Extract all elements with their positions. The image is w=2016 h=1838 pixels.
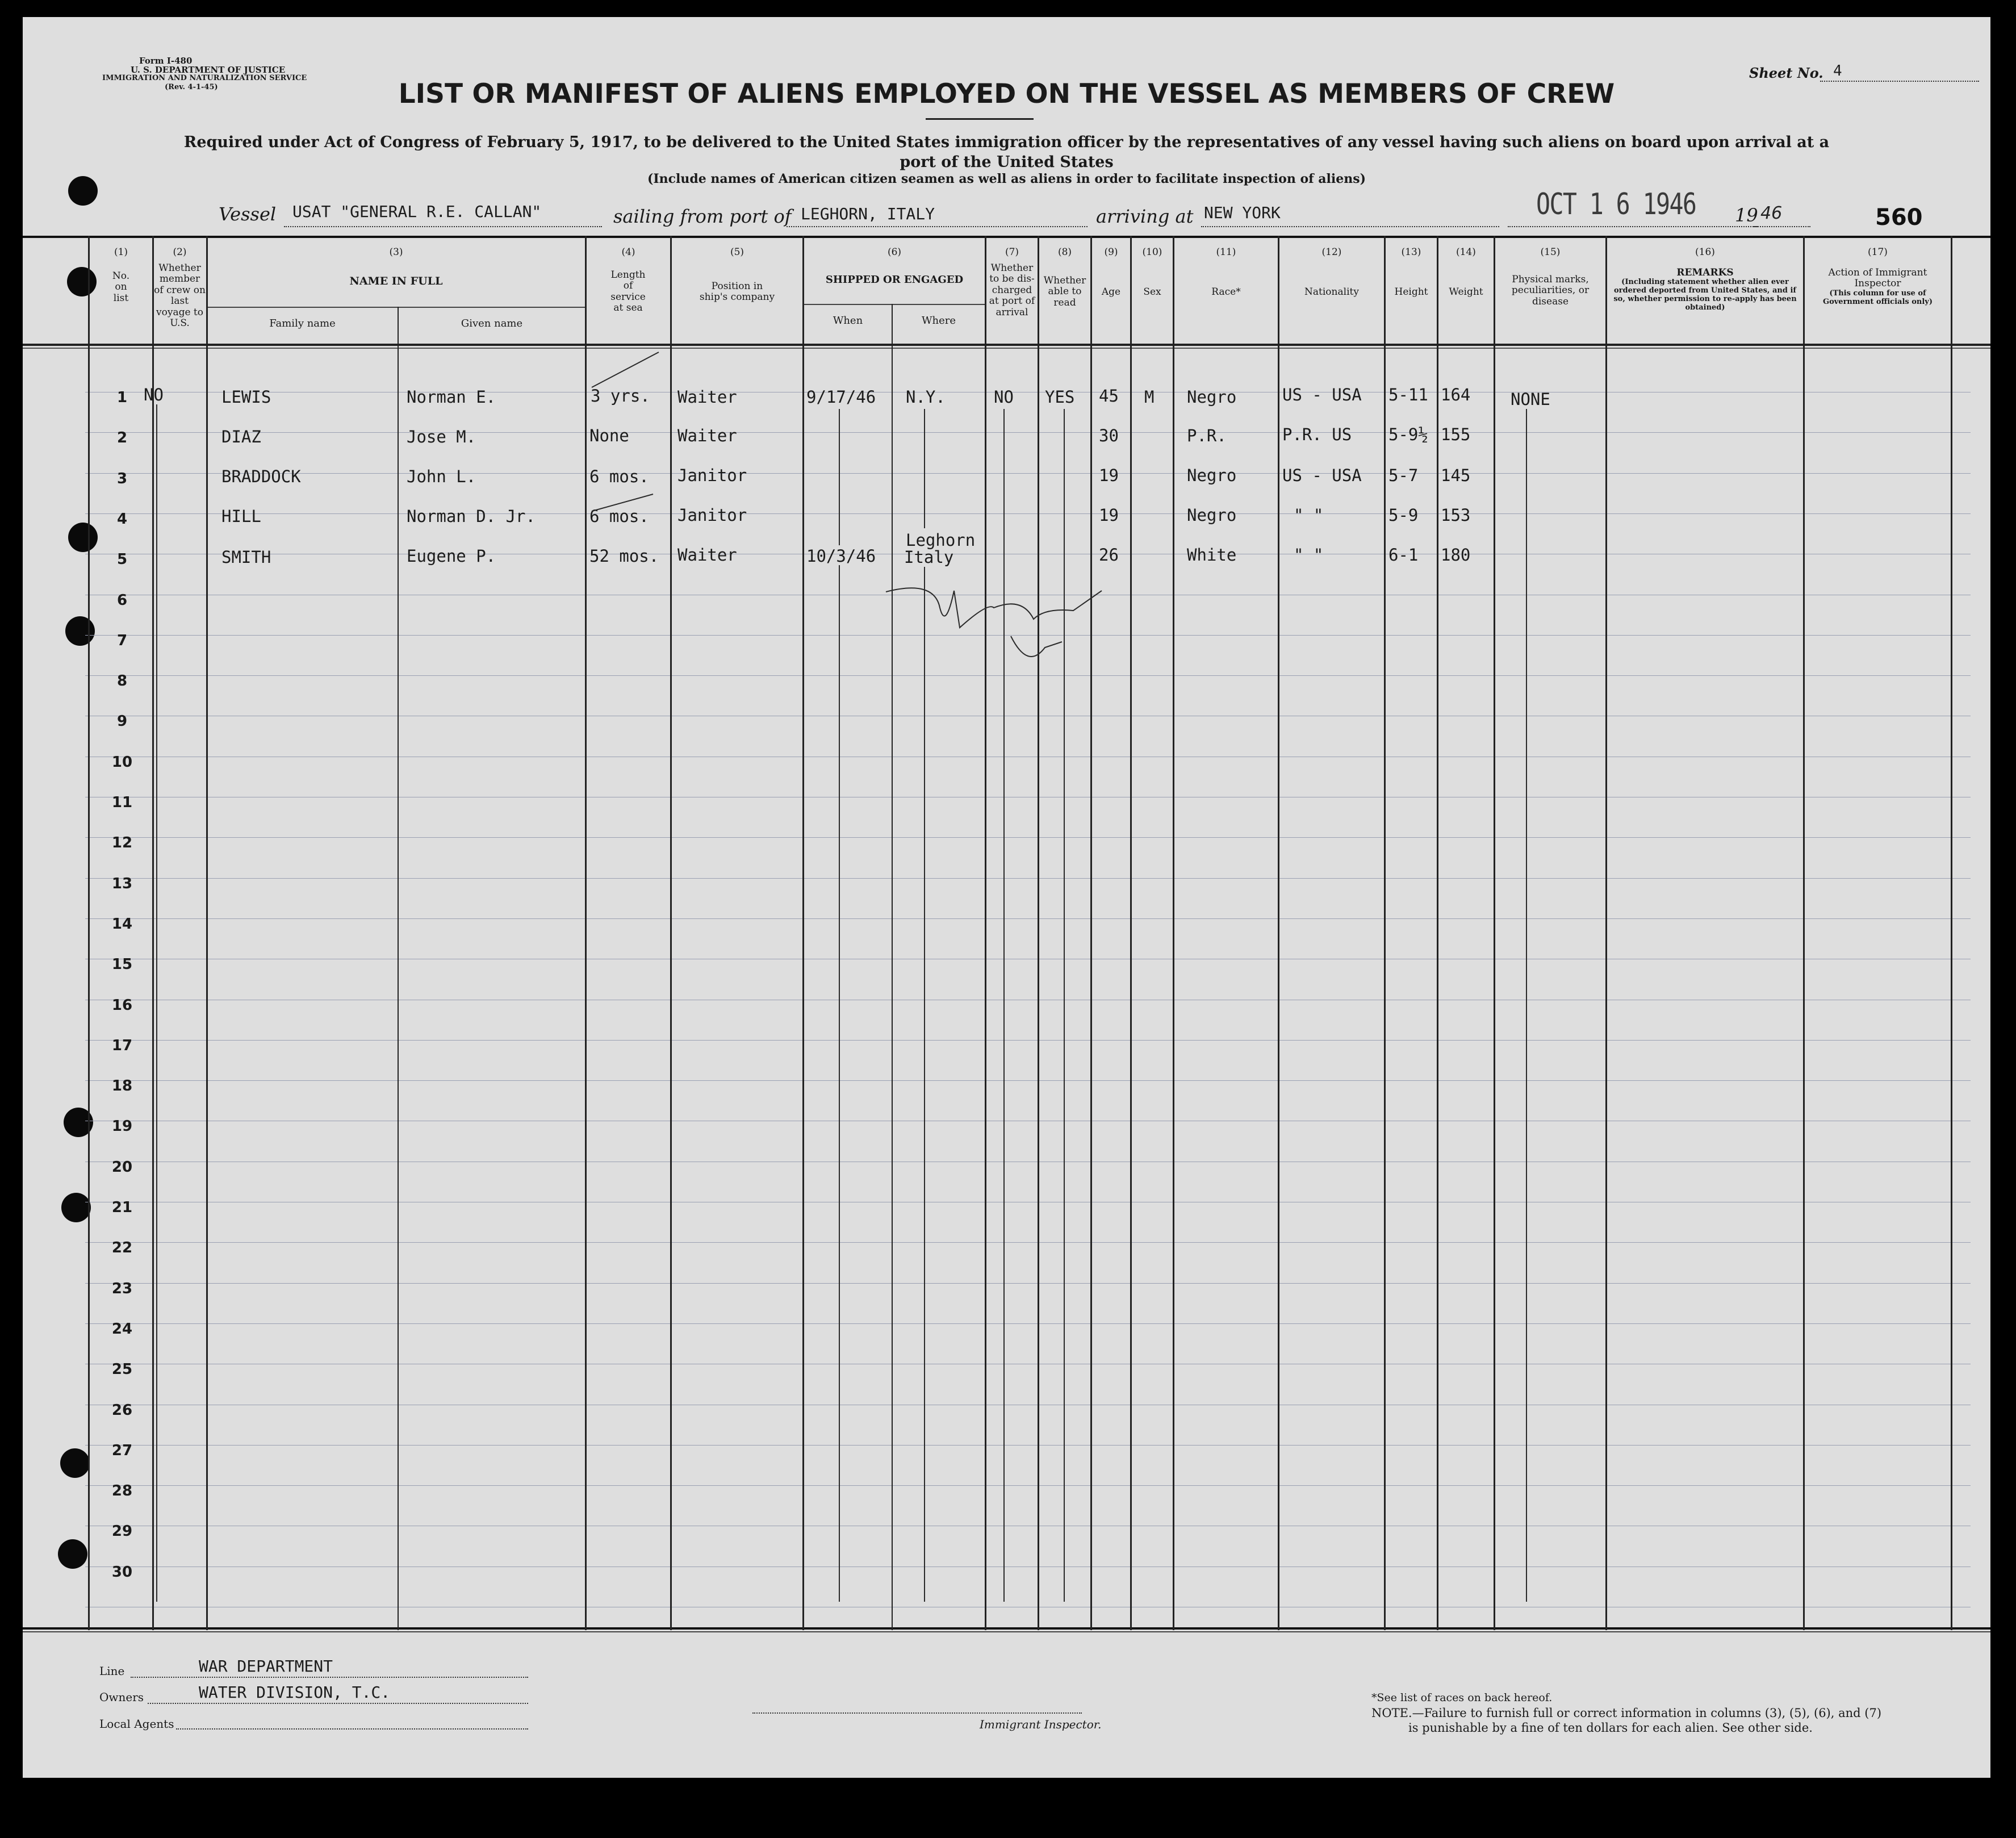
subtitle-line-1: Required under Act of Congress of February 5, 1917, to be delivered to the United States immigration officer by the representatives of any vessel having such aliens on board upon arrival at a xyxy=(183,133,1830,151)
row-number: 14 xyxy=(111,916,133,933)
row-number: 28 xyxy=(111,1482,133,1499)
row-1-race: Negro xyxy=(1187,387,1237,407)
header-col-10: (10) Sex xyxy=(1142,247,1162,298)
header-col-16: (16) REMARKS (Including statement whether alien ever ordered deported from United States, and if so, whether permission to re-apply has been obtained) xyxy=(1613,247,1797,312)
header-col-6: (6) SHIPPED OR ENGAGED xyxy=(825,247,964,286)
header-col-8: (8) Whether able to read xyxy=(1043,247,1086,308)
row-5-age: 26 xyxy=(1099,545,1119,565)
row-3-weight: 145 xyxy=(1441,466,1471,485)
header-col-1: (1) No. on list xyxy=(112,247,130,304)
page-number: 560 xyxy=(1875,204,1923,231)
form-number: Form I-480 xyxy=(139,56,193,66)
row-number: 6 xyxy=(116,592,128,609)
row-number: 17 xyxy=(111,1037,133,1054)
row-1-position: Waiter xyxy=(677,387,737,407)
row-5-where-line-1: Leghorn xyxy=(906,530,976,550)
row-4-race: Negro xyxy=(1187,506,1237,525)
subtitle-line-3: (Include names of American citizen seamen as well as aliens in order to facilitate inspection of aliens) xyxy=(647,172,1366,186)
header-col-12: (12) Nationality xyxy=(1304,247,1359,298)
row-1-discharged: NO xyxy=(994,387,1014,407)
row-5-nationality: " " xyxy=(1294,545,1324,565)
row-1-age: 45 xyxy=(1099,386,1119,406)
row-number: 15 xyxy=(111,956,133,973)
row-2-age: 30 xyxy=(1099,426,1119,445)
local-agents-field xyxy=(176,1728,528,1730)
row-number: 5 xyxy=(116,551,128,568)
row-5-service: 52 mos. xyxy=(589,546,659,566)
penalty-note-1: NOTE.—Failure to furnish full or correct information in columns (3), (5), (6), and (7) xyxy=(1371,1706,1882,1720)
header-given-name: Given name xyxy=(461,318,523,329)
owners-value: WATER DIVISION, T.C. xyxy=(199,1683,391,1702)
row-2-height: 5-9½ xyxy=(1388,425,1428,444)
row-number: 23 xyxy=(111,1280,133,1297)
row-number: 18 xyxy=(111,1077,133,1095)
row-3-height: 5-7 xyxy=(1388,466,1419,485)
row-number: 4 xyxy=(116,511,128,528)
row-number: 20 xyxy=(111,1159,133,1176)
row-number: 1 xyxy=(116,389,128,406)
line-field xyxy=(131,1677,528,1678)
manifest-sheet xyxy=(23,17,1990,1778)
row-1-crew-last-voyage: NO xyxy=(144,385,164,404)
year-prefix: 19 xyxy=(1735,204,1758,226)
row-number: 27 xyxy=(111,1442,133,1459)
row-1-where: N.Y. xyxy=(906,387,946,407)
vessel-name: USAT "GENERAL R.E. CALLAN" xyxy=(292,202,542,221)
header-col-2: (2) Whether member of crew on last voyage to U.S. xyxy=(154,247,206,329)
departure-port: LEGHORN, ITALY xyxy=(801,204,935,223)
row-2-family-name: DIAZ xyxy=(221,427,261,446)
row-number: 7 xyxy=(116,632,128,649)
row-4-height: 5-9 xyxy=(1388,506,1419,525)
header-when: When xyxy=(833,315,863,327)
ditto-lines xyxy=(23,17,1990,1778)
header-col-13: (13) Height xyxy=(1394,247,1428,298)
form-service: IMMIGRATION AND NATURALIZATION SERVICE xyxy=(102,74,307,82)
row-number: 3 xyxy=(116,470,128,487)
row-1-physical-marks: NONE xyxy=(1511,390,1550,409)
row-5-position: Waiter xyxy=(677,545,737,565)
row-2-given-name: Jose M. xyxy=(407,427,476,446)
row-number: 16 xyxy=(111,997,133,1014)
row-number: 29 xyxy=(111,1523,133,1540)
header-family-name: Family name xyxy=(269,318,336,329)
header-col-4: (4) Length of service at sea xyxy=(610,247,646,314)
penalty-note-2: is punishable by a fine of ten dollars for each alien. See other side. xyxy=(1408,1721,1813,1735)
row-4-position: Janitor xyxy=(677,506,747,525)
row-3-given-name: John L. xyxy=(407,467,476,486)
inspector-field xyxy=(752,1712,1082,1714)
row-3-race: Negro xyxy=(1187,466,1237,485)
owners-label: Owners xyxy=(99,1690,144,1704)
row-5-family-name: SMITH xyxy=(221,548,271,567)
row-4-service: 6 mos. xyxy=(589,507,649,526)
row-2-weight: 155 xyxy=(1441,425,1471,444)
row-2-nationality: P.R. US xyxy=(1282,425,1352,444)
header-col-5: (5) Position in ship's company xyxy=(699,247,775,303)
sheet-number: 4 xyxy=(1833,62,1842,80)
row-1-weight: 164 xyxy=(1441,385,1471,404)
row-number: 30 xyxy=(111,1564,133,1581)
row-2-race: P.R. xyxy=(1187,426,1227,445)
year-suffix: 46 xyxy=(1760,203,1783,223)
row-number: 24 xyxy=(111,1321,133,1338)
row-3-age: 19 xyxy=(1099,466,1119,485)
row-4-family-name: HILL xyxy=(221,507,261,526)
row-4-nationality: " " xyxy=(1294,506,1324,525)
races-note: *See list of races on back hereof. xyxy=(1371,1691,1553,1704)
row-number: 2 xyxy=(116,429,128,446)
line-label: Line xyxy=(99,1664,125,1678)
row-3-position: Janitor xyxy=(677,466,747,485)
row-number: 25 xyxy=(111,1361,133,1378)
header-col-14: (14) Weight xyxy=(1449,247,1483,298)
row-number: 11 xyxy=(111,794,133,811)
row-2-service: None xyxy=(589,426,629,445)
page-title: LIST OR MANIFEST OF ALIENS EMPLOYED ON THE VESSEL AS MEMBERS OF CREW xyxy=(398,78,1615,110)
row-4-weight: 153 xyxy=(1441,506,1471,525)
row-5-weight: 180 xyxy=(1441,545,1471,565)
header-col-11: (11) Race* xyxy=(1211,247,1241,298)
local-agents-label: Local Agents xyxy=(99,1717,174,1731)
row-1-able-to-read: YES xyxy=(1045,387,1075,407)
line-value: WAR DEPARTMENT xyxy=(199,1657,333,1676)
vessel-label: Vessel xyxy=(219,203,277,225)
row-5-when: 10/3/46 xyxy=(806,546,876,566)
form-department: U. S. DEPARTMENT OF JUSTICE xyxy=(131,65,286,75)
row-1-when: 9/17/46 xyxy=(806,387,876,407)
sheet-label: Sheet No. xyxy=(1749,65,1823,81)
header-col-7: (7) Whether to be dis- charged at port of arrival xyxy=(989,247,1035,318)
owners-field xyxy=(148,1703,528,1704)
header-col-15: (15) Physical marks, peculiarities, or disease xyxy=(1511,247,1590,307)
row-number: 21 xyxy=(111,1199,133,1216)
sailing-label: sailing from port of xyxy=(613,206,792,227)
header-col-3: (3) NAME IN FULL xyxy=(349,247,443,287)
row-4-age: 19 xyxy=(1099,506,1119,525)
subtitle-line-2: port of the United States xyxy=(900,153,1114,171)
row-number: 10 xyxy=(111,754,133,771)
row-1-given-name: Norman E. xyxy=(407,387,496,407)
form-revision: (Rev. 4-1-45) xyxy=(165,83,218,91)
date-stamp: OCT 1 6 1946 xyxy=(1536,187,1696,222)
row-5-height: 6-1 xyxy=(1388,545,1419,565)
row-1-nationality: US - USA xyxy=(1282,385,1362,404)
header-col-9: (9) Age xyxy=(1101,247,1121,298)
row-1-family-name: LEWIS xyxy=(221,387,271,407)
row-number: 12 xyxy=(111,834,133,851)
row-number: 22 xyxy=(111,1239,133,1256)
row-5-given-name: Eugene P. xyxy=(407,546,496,566)
row-number: 26 xyxy=(111,1402,133,1419)
row-1-service: 3 yrs. xyxy=(591,386,650,406)
arriving-label: arriving at xyxy=(1096,206,1194,227)
row-1-height: 5-11 xyxy=(1388,385,1428,404)
arrival-port: NEW YORK xyxy=(1204,203,1281,222)
header-where: Where xyxy=(921,315,956,327)
row-3-family-name: BRADDOCK xyxy=(221,467,301,486)
row-4-given-name: Norman D. Jr. xyxy=(407,507,536,526)
row-number: 9 xyxy=(116,713,128,730)
row-3-nationality: US - USA xyxy=(1282,466,1362,485)
row-5-race: White xyxy=(1187,545,1237,565)
row-number: 19 xyxy=(111,1118,133,1135)
inspector-label: Immigrant Inspector. xyxy=(980,1718,1102,1731)
row-number: 8 xyxy=(116,672,128,690)
row-2-position: Waiter xyxy=(677,426,737,445)
header-col-17: (17) Action of Immigrant Inspector (This column for use of Government officials only) xyxy=(1822,247,1933,306)
row-5-where-line-2: Italy xyxy=(904,548,954,567)
row-3-service: 6 mos. xyxy=(589,467,649,486)
row-number: 13 xyxy=(111,875,133,892)
row-1-sex: M xyxy=(1144,387,1155,407)
